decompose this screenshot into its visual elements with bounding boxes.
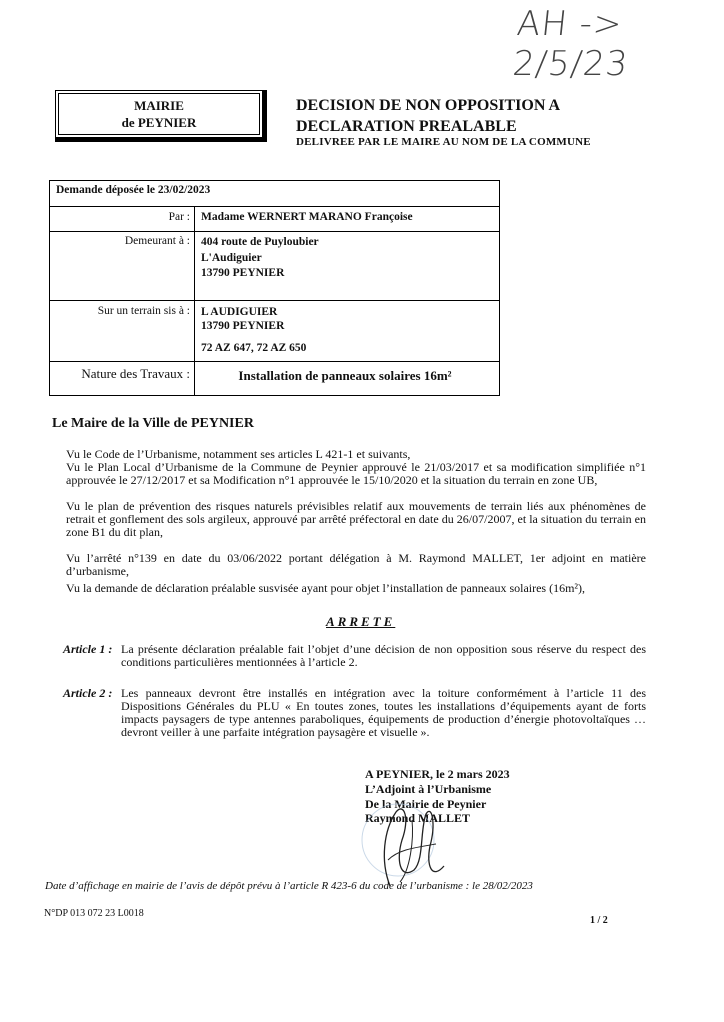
signature-place-date: A PEYNIER, le 2 mars 2023 bbox=[365, 767, 510, 781]
terrain-label: Sur un terrain sis à : bbox=[97, 305, 190, 317]
document-title-line2: DECLARATION PREALABLE bbox=[296, 118, 517, 135]
signature-organization: De la Mairie de Peynier bbox=[365, 797, 487, 811]
dossier-reference: N°DP 013 072 23 L0018 bbox=[44, 908, 144, 919]
document-title-line1: DECISION DE NON OPPOSITION A bbox=[296, 97, 561, 114]
demeurant-line2: L'Audiguier bbox=[201, 252, 262, 264]
demeurant-label: Demeurant à : bbox=[124, 235, 190, 247]
page-number: 1 / 2 bbox=[590, 915, 608, 926]
mairie-line2: de PEYNIER bbox=[121, 115, 197, 130]
handwritten-signature bbox=[340, 800, 470, 890]
vu-arrete: Vu l’arrêté n°139 en date du 03/06/2022 portant délégation à M. Raymond MALLET, 1er adjoint en matière d’urbanisme, bbox=[66, 551, 646, 578]
signature-role: L’Adjoint à l’Urbanisme bbox=[365, 782, 492, 796]
article2-text: Les panneaux devront être installés en intégration avec la toiture conformément à l’article 11 des Dispositions Générales du PLU « En toutes zones, toutes les installations d’équipements ayant de forts impacts paysagers de type antennes paraboliques, équipements de production d’énergie photovoltaïques … devront veiller à une parfaite intégration paysagère et visuelle ». bbox=[121, 686, 646, 739]
vu-code: Vu le Code de l’Urbanisme, notamment ses articles L 421-1 et suivants, bbox=[66, 447, 411, 461]
demeurant-line1: 404 route de Puyloubier bbox=[201, 236, 319, 248]
handwritten-annotation: AH -> 2/5/23 bbox=[510, 4, 631, 84]
divider bbox=[49, 300, 500, 301]
mairie-line1: MAIRIE bbox=[134, 98, 184, 113]
maire-heading: Le Maire de la Ville de PEYNIER bbox=[52, 416, 254, 431]
mairie-box bbox=[55, 90, 267, 142]
par-value: Madame WERNERT MARANO Françoise bbox=[201, 211, 413, 223]
vu-plu: Vu le Plan Local d’Urbanisme de la Commune de Peynier approuvé le 21/03/2017 et sa modification simplifiée n°1 approuvée le 27/12/2017 et sa Modification n°1 approuvée le 15/10/2020 et la situation du terrain en zone UB, bbox=[66, 460, 646, 487]
document-subtitle: DELIVREE PAR LE MAIRE AU NOM DE LA COMMUNE bbox=[296, 136, 591, 148]
terrain-parcels: 72 AZ 647, 72 AZ 650 bbox=[201, 342, 307, 354]
terrain-line2: 13790 PEYNIER bbox=[201, 320, 285, 332]
demande-date: Demande déposée le 23/02/2023 bbox=[56, 184, 211, 196]
nature-label: Nature des Travaux : bbox=[81, 366, 190, 381]
terrain-line1: L AUDIGUIER bbox=[201, 306, 278, 318]
article1-text: La présente déclaration préalable fait l’objet d’une décision de non opposition sous réserve du respect des conditions particulières mentionnées à l’article 2. bbox=[121, 642, 646, 669]
vu-pprn: Vu le plan de prévention des risques naturels prévisibles relatif aux mouvements de terrain liés aux phénomènes de retrait et gonflement des sols argileux, approuvé par arrêté préfectoral en date du 26/07/2007, et la situation du terrain en zone B1 du dit plan, bbox=[66, 499, 646, 539]
divider bbox=[49, 231, 500, 232]
article1-label: Article 1 : bbox=[63, 642, 113, 656]
divider bbox=[49, 361, 500, 362]
arrete-heading: ARRETE bbox=[326, 614, 396, 629]
affichage-date: Date d’affichage en mairie de l’avis de dépôt prévu à l’article R 423-6 du code de l’urbanisme : le 28/02/2023 bbox=[45, 880, 533, 892]
divider bbox=[49, 206, 500, 207]
nature-value: Installation de panneaux solaires 16m² bbox=[238, 368, 452, 383]
vu-demande: Vu la demande de déclaration préalable susvisée ayant pour objet l’installation de panneaux solaires (16m²), bbox=[66, 581, 586, 595]
par-label: Par : bbox=[168, 211, 190, 223]
article2-label: Article 2 : bbox=[63, 686, 113, 700]
signature-name: Raymond MALLET bbox=[365, 811, 471, 825]
demeurant-line3: 13790 PEYNIER bbox=[201, 267, 285, 279]
